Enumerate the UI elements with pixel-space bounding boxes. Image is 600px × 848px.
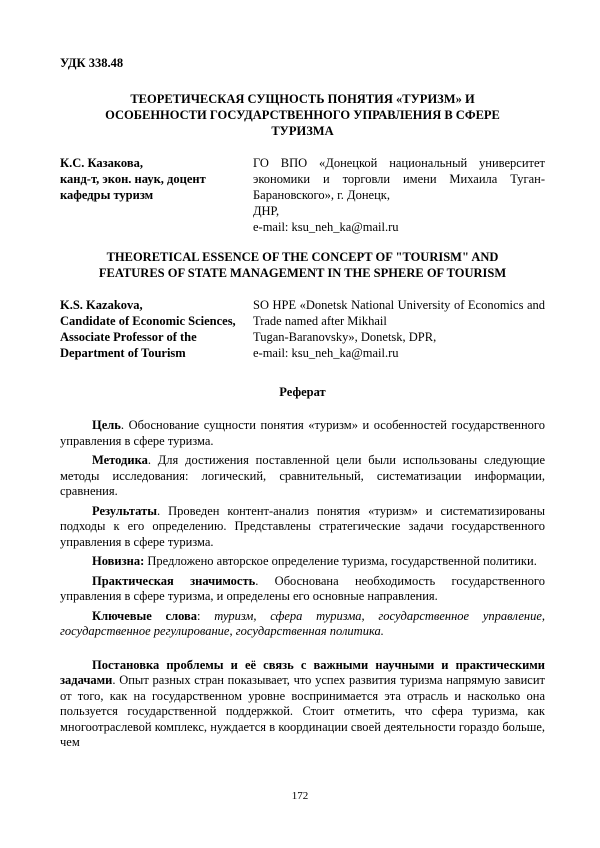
method-text: . Для достижения поставленной цели были использованы следующие методы исследования: логический, сравнительный, систематизации информации, сравнения. bbox=[60, 453, 545, 498]
affiliation-en-line: Tugan-Baranovsky», Donetsk, DPR, bbox=[253, 330, 437, 344]
abstract-novelty bbox=[60, 554, 545, 570]
practical-label: Практическая значимость bbox=[92, 573, 256, 588]
keywords-label: Ключевые слова bbox=[92, 608, 198, 623]
problem-text: . Опыт разных стран показывает, что успех развития туризма напрямую зависит от того, как на государственном уровне воспринимается эта отрасль и насколько она пользуется государственной поддержкой. Стоит отметить, что сфера туризма, как многоотраслевой комплекс, нуждается в координации своей деятельности гораздо больше, чем bbox=[60, 673, 545, 749]
novelty-label: Новизна: bbox=[92, 554, 145, 568]
author-name-ru bbox=[60, 155, 253, 235]
title-en-line: FEATURES OF STATE MANAGEMENT IN THE SPHERE OF TOURISM bbox=[98, 266, 507, 280]
title-ru-line: ТУРИЗМА bbox=[271, 124, 334, 138]
author-block-en bbox=[60, 297, 545, 361]
author-en-line: Department of Tourism bbox=[60, 346, 186, 360]
affiliation-en-text: Economics and Trade named after Mikhail bbox=[253, 298, 546, 328]
affiliation-en bbox=[253, 297, 545, 361]
author-en-line: K.S. Kazakova, bbox=[60, 298, 143, 312]
abstract-keywords bbox=[60, 609, 545, 640]
abstract-method bbox=[60, 453, 545, 500]
author-ru-line: К.С. Казакова, bbox=[60, 156, 143, 170]
email-ru: e-mail: ksu_neh_ka@mail.ru bbox=[253, 220, 399, 234]
problem-statement bbox=[60, 658, 545, 751]
author-en-line: Associate Professor of the bbox=[60, 330, 197, 344]
goal-text: . Обоснование сущности понятия «туризм» и особенностей государственного управления в сфере туризма. bbox=[60, 418, 545, 448]
goal-label: Цель bbox=[92, 418, 121, 432]
method-label: Методика bbox=[92, 453, 148, 467]
author-ru-line: канд-т, экон. наук, доцент bbox=[60, 172, 206, 186]
keywords-colon: : bbox=[197, 608, 215, 623]
practical-text: . Обоснована необходимость государственного управления в сфере туризма, и определены его основные направления. bbox=[60, 573, 545, 603]
author-block-ru bbox=[60, 155, 545, 235]
email-en: e-mail: ksu_neh_ka@mail.ru bbox=[253, 346, 399, 360]
abstract-goal bbox=[60, 418, 545, 449]
affiliation-ru-text: ГО ВПО «Донецкой национальный bbox=[253, 156, 480, 170]
title-ru bbox=[60, 91, 545, 139]
affiliation-ru-line: ДНР, bbox=[253, 204, 280, 218]
abstract-heading: Реферат bbox=[279, 385, 326, 399]
udk-code: УДК 338.48 bbox=[60, 56, 124, 70]
title-en bbox=[60, 249, 545, 281]
author-name-en bbox=[60, 297, 253, 361]
author-en-line: Candidate of Economic Sciences, bbox=[60, 314, 236, 328]
affiliation-en-text: SO HPE «Donetsk National University of bbox=[253, 298, 468, 312]
affiliation-ru bbox=[253, 155, 545, 235]
title-ru-line: ОСОБЕННОСТИ ГОСУДАРСТВЕННОГО УПРАВЛЕНИЯ В СФЕРЕ bbox=[105, 108, 500, 122]
keywords-text: туризм, сфера туризма, государственное управление, государственное регулирование, государственная политика. bbox=[60, 608, 545, 638]
title-en-line: THEORETICAL ESSENCE OF THE CONCEPT OF "TOURISM" AND bbox=[106, 250, 499, 264]
abstract-practical bbox=[60, 574, 545, 605]
author-ru-line: кафедры туризм bbox=[60, 188, 154, 202]
title-ru-line: ТЕОРЕТИЧЕСКАЯ СУЩНОСТЬ ПОНЯТИЯ «ТУРИЗМ» И bbox=[130, 92, 475, 106]
affiliation-ru-text: университет экономики и торговли имени bbox=[253, 156, 545, 186]
problem-label: Постановка проблемы и её связь с важными научными и практическими задачами bbox=[60, 657, 545, 687]
paper-page bbox=[60, 56, 545, 755]
novelty-text: Предложено авторское определение туризма, государственной политики. bbox=[144, 554, 537, 568]
abstract-results bbox=[60, 504, 545, 551]
results-label: Результаты bbox=[92, 503, 157, 518]
affiliation-ru-text: Михаила Туган-Барановского», г. Донецк, bbox=[253, 172, 545, 202]
results-text: . Проведен контент-анализ понятия «туризм» и систематизированы подходы к его определению. Представлены стратегические задачи государственного управления в сфере туризма. bbox=[60, 503, 545, 549]
page-number: 172 bbox=[291, 790, 309, 802]
